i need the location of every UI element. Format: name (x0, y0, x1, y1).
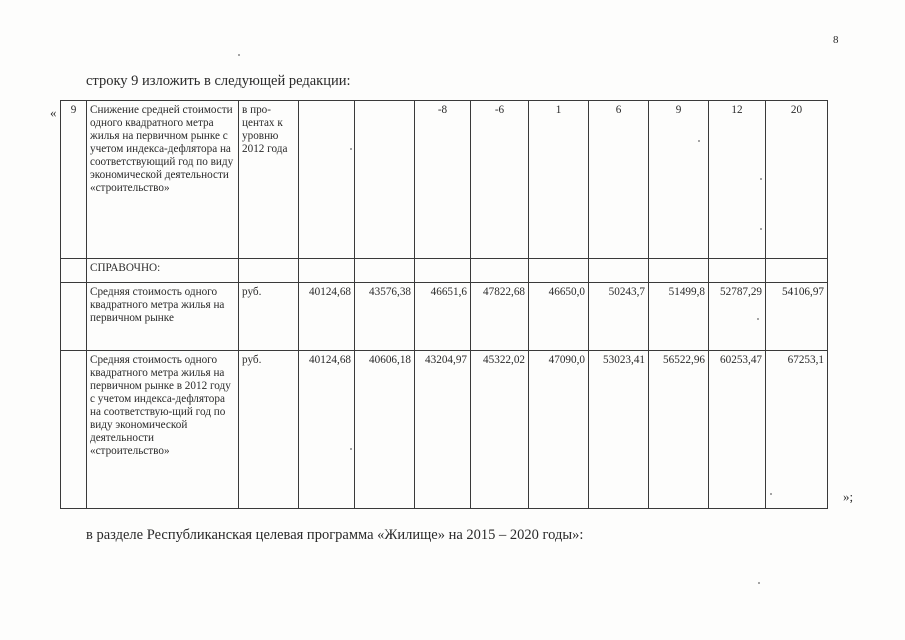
scan-speck (770, 493, 772, 495)
table-row (61, 351, 828, 509)
intro-text: строку 9 изложить в следующей редакции: (86, 73, 351, 89)
value-cell: 43576,38 (355, 283, 415, 351)
closing-quote: »; (843, 489, 854, 504)
unit-cell (239, 259, 299, 283)
value-cell: 40124,68 (299, 283, 355, 351)
value-cell (299, 101, 355, 259)
value-cell: 40124,68 (299, 351, 355, 509)
value-cell (471, 259, 529, 283)
value-cell: 12 (709, 101, 766, 259)
indicator-name: Средняя стоимость одного квадратного метра жилья на первичном рынке (87, 283, 239, 351)
value-cell: 45322,02 (471, 351, 529, 509)
reference-label: СПРАВОЧНО: (87, 259, 239, 283)
scan-speck (760, 228, 762, 230)
value-cell (709, 259, 766, 283)
indicator-table (60, 100, 828, 509)
value-cell (766, 259, 828, 283)
value-cell: 46651,6 (415, 283, 471, 351)
value-cell: 60253,47 (709, 351, 766, 509)
table-row (61, 101, 828, 259)
scan-speck (350, 448, 352, 450)
value-cell (649, 259, 709, 283)
row-number (61, 351, 87, 509)
row-number: 9 (61, 101, 87, 259)
row-number (61, 259, 87, 283)
value-cell (299, 259, 355, 283)
value-cell: 9 (649, 101, 709, 259)
value-cell: 43204,97 (415, 351, 471, 509)
value-cell: 1 (529, 101, 589, 259)
value-cell: 47090,0 (529, 351, 589, 509)
scan-speck (757, 318, 759, 320)
value-cell: 47822,68 (471, 283, 529, 351)
value-cell: 6 (589, 101, 649, 259)
value-cell: 40606,18 (355, 351, 415, 509)
value-cell: 20 (766, 101, 828, 259)
outro-text: в разделе Республиканская целевая программа «Жилище» на 2015 – 2020 годы»: (86, 527, 584, 543)
scan-speck (758, 582, 760, 584)
value-cell: 67253,1 (766, 351, 828, 509)
value-cell (355, 101, 415, 259)
unit-cell: руб. (239, 283, 299, 351)
unit-cell: в про-центах к уровню 2012 года (239, 101, 299, 259)
unit-cell: руб. (239, 351, 299, 509)
opening-quote: « (50, 105, 57, 120)
value-cell: -6 (471, 101, 529, 259)
value-cell: 51499,8 (649, 283, 709, 351)
scan-speck (350, 148, 352, 150)
value-cell: 54106,97 (766, 283, 828, 351)
indicator-name: Снижение средней стоимости одного квадратного метра жилья на первичном рынке с учетом индекса-дефлятора на соответствующий год по виду экономической деятельности «строительство» (87, 101, 239, 259)
value-cell (529, 259, 589, 283)
value-cell: -8 (415, 101, 471, 259)
indicator-name: Средняя стоимость одного квадратного метра жилья на первичном рынке в 2012 году с учетом индекса-дефлятора на соответствую-щий год по виду экономической деятельности «строительство» (87, 351, 239, 509)
value-cell (355, 259, 415, 283)
row-number (61, 283, 87, 351)
value-cell (415, 259, 471, 283)
value-cell: 50243,7 (589, 283, 649, 351)
page-number: 8 (833, 34, 839, 46)
value-cell (589, 259, 649, 283)
value-cell: 56522,96 (649, 351, 709, 509)
value-cell: 53023,41 (589, 351, 649, 509)
table-row (61, 259, 828, 283)
scan-speck (698, 140, 700, 142)
scan-speck (760, 178, 762, 180)
scan-speck (238, 54, 240, 56)
table-row (61, 283, 828, 351)
value-cell: 46650,0 (529, 283, 589, 351)
value-cell: 52787,29 (709, 283, 766, 351)
